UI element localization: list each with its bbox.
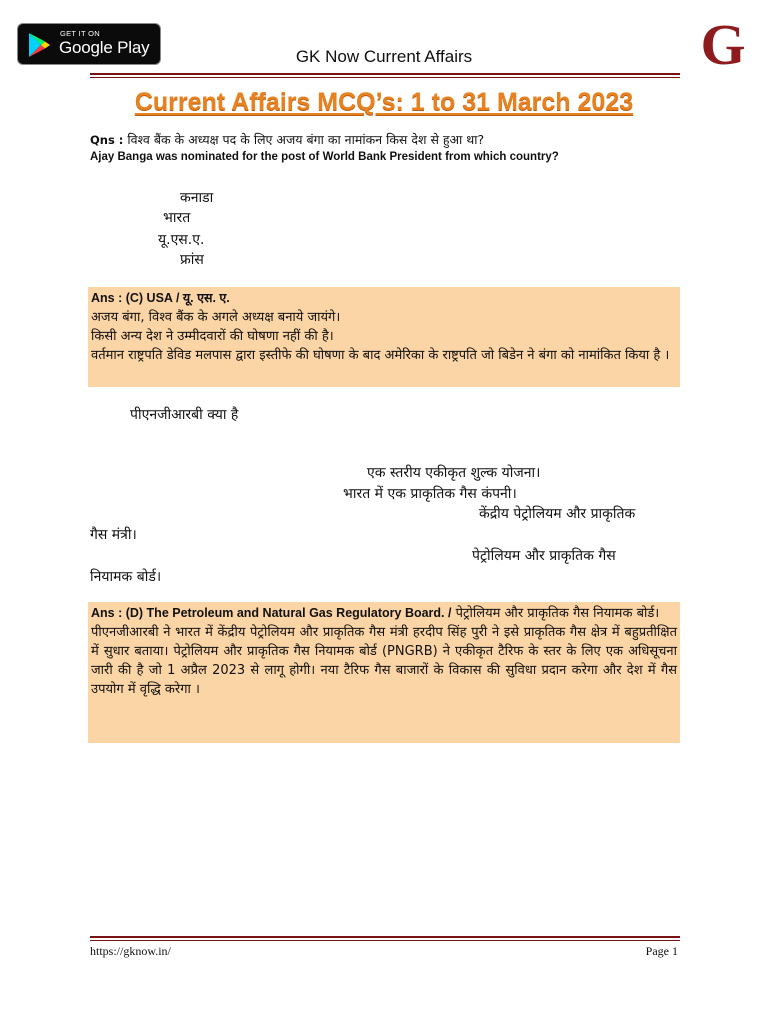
q2-option-b: भारत में एक प्राकृतिक गैस कंपनी। — [343, 486, 517, 502]
header-rule — [90, 73, 680, 75]
q1-answer-line-2: किसी अन्य देश ने उम्मीदवारों की घोषणा नहीं की है। — [91, 329, 334, 344]
badge-get-it-on: GET IT ON — [60, 29, 100, 38]
gknow-logo: G — [700, 12, 746, 77]
q2-answer-text: पीएनजीआरबी ने भारत में केंद्रीय पेट्रोलियम और प्राकृतिक गैस मंत्री हरदीप सिंह पुरी ने इसे प्राकृतिक गैस क्षेत्र में बहुप्रतीक्षित में सुधार बताया। पेट्रोलियम और प्राकृतिक गैस नियामक बोर्ड (PNGRB) ने एकीकृत टैरिफ के स्तर के लिए एक अधिसूचना जारी की है जो 1 अप्रैल 2023 से लागू होगी। नया टैरिफ गैस बाजारों के विकास की सुविधा प्रदान करेगा और देश में गैस उपयोग में वृद्धि करेगा । — [91, 625, 677, 697]
question-label: Qns : — [90, 133, 124, 147]
question-2: पीएनजीआरबी क्या है — [130, 407, 239, 423]
footer-rule-thin — [90, 940, 680, 941]
question-1-hindi — [90, 131, 484, 148]
q2-option-c: केंद्रीय पेट्रोलियम और प्राकृतिक — [479, 506, 636, 522]
q2-answer-box — [88, 602, 680, 743]
q1-option-a: कनाडा — [180, 190, 214, 206]
q2-option-d-cont: नियामक बोर्ड। — [90, 569, 162, 585]
q1-answer-line-1: अजय बंगा, विश्व बैंक के अगले अध्यक्ष बनाये जायंगे। — [91, 310, 341, 325]
q1-answer-box — [88, 287, 680, 387]
q1-option-b: भारत — [163, 210, 191, 226]
question-1-hindi-text: विश्व बैंक के अध्यक्ष पद के लिए अजय बंगा का नामांकन किस देश से हुआ था? — [127, 132, 485, 147]
q1-option-d: फ्रांस — [180, 252, 204, 268]
site-title: GK Now Current Affairs — [295, 47, 473, 66]
footer-rule — [90, 936, 680, 938]
q2-option-a: एक स्तरीय एकीकृत शुल्क योजना। — [367, 465, 541, 481]
q1-option-c: यू.एस.ए. — [158, 232, 205, 248]
page-title: Current Affairs MCQ’s: 1 to 31 March 2023 — [134, 88, 634, 116]
q2-answer-label: Ans : (D) The Petroleum and Natural Gas Regulatory Board. / — [91, 606, 452, 620]
badge-google-play-text: Google Play — [59, 38, 150, 57]
q2-option-c-cont: गैस मंत्री। — [90, 527, 137, 543]
q1-answer-label: Ans : (C) USA / यू. एस. ए. — [91, 291, 230, 305]
page-number: Page 1 — [645, 944, 678, 958]
footer-url[interactable]: https://gknow.in/ — [90, 944, 171, 958]
q2-option-d: पेट्रोलियम और प्राकृतिक गैस — [472, 548, 616, 564]
q1-answer-line-3: वर्तमान राष्ट्रपति डेविड मलपास द्वारा इस्तीफे की घोषणा के बाद अमेरिका के राष्ट्रपति जो बिडेन ने बंगा को नामांकित किया है । — [91, 348, 670, 363]
question-1-english: Ajay Banga was nominated for the post of World Bank President from which country? — [90, 151, 559, 163]
q2-answer-hindi-label: पेट्रोलियम और प्राकृतिक गैस नियामक बोर्ड। — [455, 606, 660, 621]
header-rule-thin — [90, 77, 680, 78]
